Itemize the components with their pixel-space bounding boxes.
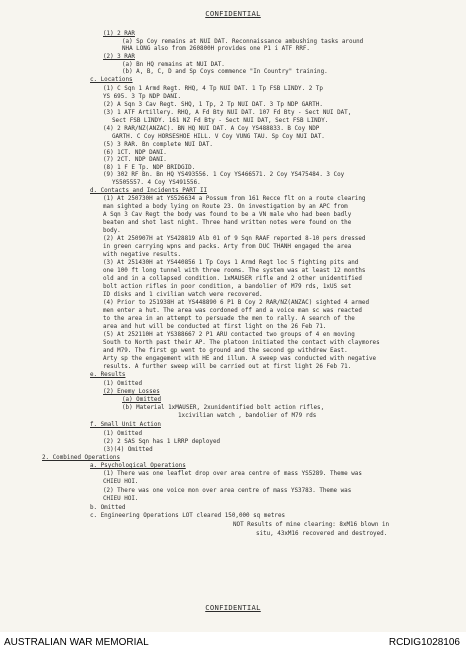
text-line: 2. Combined Operations <box>42 455 121 461</box>
text-line: area and hut will be conducted at first light on the 26 Feb 71. <box>103 324 327 330</box>
text-line: (1) At 250730H at YS526634 a Possum from 161 Recce flt on a route clearing <box>103 196 366 202</box>
text-line: (3) 1 ATF Artillery. RHQ, A Fd Bty NUI DAT. 107 Fd Bty - Sect NUI DAT, <box>103 110 352 116</box>
text-line: (a) Bn HQ remains at NUI DAT. <box>122 62 225 68</box>
archive-footer <box>0 632 466 653</box>
text-line: CHIEU HOI. <box>103 496 139 502</box>
text-line: (b) A, B, C, D and Sp Coys commence "In Country" training. <box>122 69 328 75</box>
text-line: (4) Prior to 251938H at YS448890 6 P1 B Coy 2 RAR/NZ(ANZAC) sighted 4 armed <box>103 300 369 306</box>
text-line: results. A further sweep will be carried out at first light 26 Feb 71. <box>103 364 352 370</box>
text-line: GARTH. C Coy HORSESHOE HILL. V Coy VUNG TAU. Sp Coy NUI DAT. <box>112 134 325 140</box>
text-line: f. Small Unit Action <box>90 422 161 428</box>
text-line: A Sqn 3 Cav Regt the body was found to be a VN male who had been badly <box>103 212 352 218</box>
text-line: (1) C Sqn 1 Armd Regt. RHQ, 4 Tp NUI DAT. 1 Tp FSB LINDY. 2 Tp <box>103 86 323 92</box>
text-line: d. Contacts and Incidents PART II <box>90 188 208 194</box>
text-line: (b) Material 1xMAUSER, 2xunidentified bolt action rifles, <box>122 405 325 411</box>
text-line: b. Omitted <box>90 505 126 511</box>
text-line: Sect FSB LINDY. 161 NZ Fd Bty - Sect NUI DAT, Sect FSB LINDY. <box>112 118 329 124</box>
text-line: (9) 302 RF Bn. Bn HQ YS493556. 1 Coy YS466571. 2 Coy YS475484. 3 Coy <box>103 172 345 178</box>
text-line: man sighted a body lying on Route 23. On investigation by an APC from <box>103 204 348 210</box>
text-line: (3)(4) Omitted <box>103 447 153 453</box>
text-line: c. Locations <box>90 77 133 83</box>
text-line: (2) 3 RAR <box>103 54 135 60</box>
classification-header: CONFIDENTIAL <box>205 9 261 18</box>
text-line: with negative results. <box>103 252 182 258</box>
text-line: a. Psychological Operations <box>90 463 186 469</box>
text-line: beaten and shot last night. Three hand written notes were found on the <box>103 220 352 226</box>
text-line: (1) There was one leaflet drop over area centre of mass YS5289. Theme was <box>103 471 362 477</box>
text-line: (3) At 251430H at YS440856 1 Tp Coys 1 Armd Regt loc 5 fighting pits and <box>103 260 359 266</box>
text-line: (5) At 252110H at YS388667 2 P1 ARU contacted two groups of 4 en moving <box>103 332 355 338</box>
text-line: body. <box>103 228 121 234</box>
text-line: to the area in an attempt to persuade the men to rally. A search of the <box>103 316 355 322</box>
text-line: (2) A Sqn 3 Cav Regt. SHQ, 1 Tp, 2 Tp NUI DAT. 3 Tp NDP GARTH. <box>103 102 323 108</box>
archive-reference: RCDIG1028106 <box>388 637 460 648</box>
archive-name: AUSTRALIAN WAR MEMORIAL <box>4 637 149 648</box>
text-line: South to North past their AP. The platoon initiated the contact with claymores <box>103 340 380 346</box>
text-line: (2) 2 SAS Sqn has 1 LRRP deployed <box>103 439 221 445</box>
text-line: (2) At 250907H at YS428819 Alb 01 of 9 Sqn RAAF reported 8-10 pers dressed <box>103 236 366 242</box>
text-line: ID disks and 1 civilian watch were recovered. <box>103 292 263 298</box>
text-line: NHA LONG also from 260800H provides one P1 i ATF RRF. <box>122 46 310 52</box>
text-line: (4) 2 RAR/NZ(ANZAC). BN HQ NUI DAT. A Coy YS488833. B Coy NDP <box>103 126 320 132</box>
text-line: (2) Enemy Losses <box>103 389 160 395</box>
text-line: (1) 2 RAR <box>103 31 135 37</box>
text-line: (1) Omitted <box>103 431 143 437</box>
text-line: NOT Results of mine clearing: 8xM16 blown in <box>233 522 390 528</box>
text-line: situ, 43xM16 recovered and destroyed. <box>256 531 388 537</box>
text-line: in green carrying wpns and packs. Arty from DUC THANH engaged the area <box>103 244 352 250</box>
text-line: 1xcivilian watch , bandolier of M79 rds <box>178 413 317 419</box>
text-line: (2) There was one voice mon over area centre of mass YS3783. Theme was <box>103 488 352 494</box>
text-line: bolt action rifles in poor condition, a bandolier of M79 rds, 1xUS set <box>103 284 352 290</box>
classification-footer: CONFIDENTIAL <box>205 603 261 612</box>
text-line: YS505557. 4 Coy YS491556. <box>112 180 201 186</box>
text-line: men enter a hut. The area was cordoned off and a voice man sc was reacted <box>103 308 362 314</box>
text-line: (6) 1CT. NDP DANI. <box>103 150 167 156</box>
text-line: YS 695. 3 Tp NDP DANI. <box>103 94 182 100</box>
text-line: and M79. The first gp went to ground and the second gp withdrew East. <box>103 348 348 354</box>
text-line: (7) 2CT. NDP DANI. <box>103 157 167 163</box>
text-line: (1) Omitted <box>103 381 143 387</box>
text-line: e. Results <box>90 372 126 378</box>
text-line: Arty sp the engagement with HE and illum. A sweep was conducted with negative <box>103 356 377 362</box>
text-line: (8) 1 F E Tp. NDP BRIDGID. <box>103 165 196 171</box>
text-line: (a) Omitted <box>122 397 162 403</box>
text-line: c. Engineering Operations LOT cleared 150,000 sq metres <box>90 513 286 519</box>
text-line: CHIEU HOI. <box>103 479 139 485</box>
text-line: (5) 3 RAR. Bn complete NUI DAT. <box>103 142 213 148</box>
text-line: (a) Sp Coy remains at NUI DAT. Reconnaissance ambushing tasks around <box>122 39 364 45</box>
text-line: one 100 ft long tunnel with three rooms. The system was at least 12 months <box>103 268 366 274</box>
text-line: old and in a collapsed condition. 1xMAUSER rifle and 2 other unidentified <box>103 276 362 282</box>
